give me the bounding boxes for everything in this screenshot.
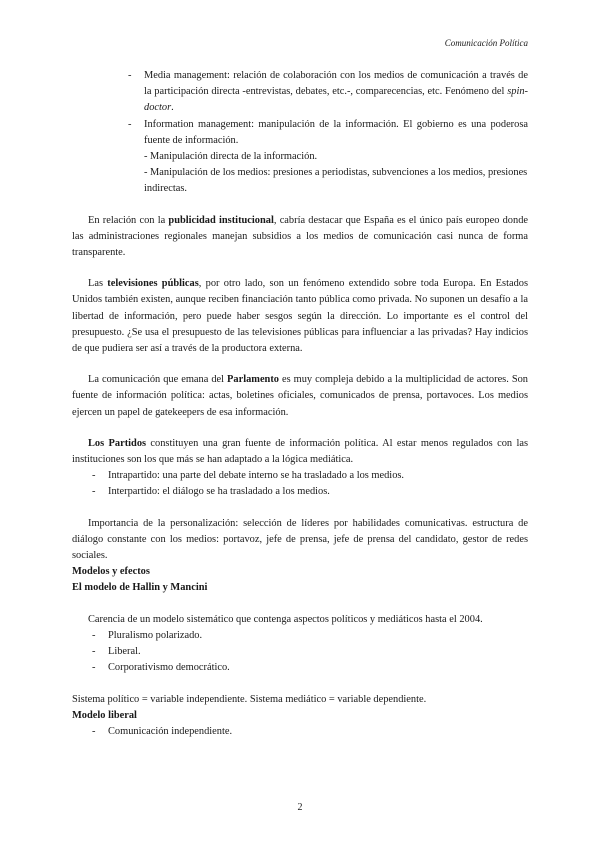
bold-term: Parlamento xyxy=(227,374,279,386)
paragraph-partidos: Los Partidos constituyen una gran fuente de información política. Al estar menos regulados con las instituciones son los que más se han adaptado a la lógica mediática. xyxy=(72,437,528,466)
list-item: - Pluralismo polarizado. xyxy=(92,629,203,641)
bold-term: televisiones públicas xyxy=(107,278,199,290)
paragraph-publicidad: En relación con la publicidad institucional, cabría destacar que España es el único país europeo donde las administraciones regionales manejan subsidios a los medios de comunicación casi nunca de forma transparente. xyxy=(72,214,529,259)
paragraph-sistema: Sistema político = variable independiente. Sistema mediático = variable dependiente. xyxy=(72,693,427,705)
running-header: Comunicación Política xyxy=(444,38,528,48)
bold-term: publicidad institucional xyxy=(168,214,274,226)
list-item: - Comunicación independiente. xyxy=(92,725,233,737)
sub-list-item: - Manipulación directa de la información. xyxy=(144,151,318,163)
list-item: - Liberal. xyxy=(92,646,141,658)
list-item: - Corporativismo democrático. xyxy=(92,662,230,674)
page-body xyxy=(72,68,528,740)
heading-modelos: Modelos y efectos xyxy=(72,566,150,578)
list-item-text: Media management: relación de colaboración con los medios de comunicación a través de la participación directa -entrevistas, debates, etc.-, comparecencias, etc. Fenómeno del xyxy=(144,70,528,98)
page-number: 2 xyxy=(297,802,303,813)
paragraph-personalizacion: Importancia de la personalización: selección de líderes por habilidades comunicativas. estructura de diálogo constante con los medios: portavoz, jefe de prensa, jefe de prensa del candidato, gestor de redes sociales. xyxy=(72,517,528,562)
list-item-text: Information management: manipulación de la información. El gobierno es una poderosa fuente de información. xyxy=(144,118,528,146)
heading-hallin-mancini: El modelo de Hallin y Mancini xyxy=(72,582,208,594)
paragraph-parlamento: La comunicación que emana del Parlamento es muy compleja debido a la multiplicidad de actores. Son fuente de información política: actas, boletines oficiales, comunicados de prensa, portavoces. Los medios ejercen un papel de gatekeepers de esa información. xyxy=(72,374,528,418)
paragraph-television: Las televisiones públicas, por otro lado, son un fenómeno extendido sobre toda Europa. En Estados Unidos también existen, aunque reciben financiación tanto pública como privada. No suponen un desafío a la libertad de información, pero puede haber sesgos según la dirección. Lo importante es el control del presupuesto. ¿Se usa el presupuesto de las televisiones públicas para influenciar a las privadas? Hay indicios de que pudiera ser así a través de la productora externa. xyxy=(72,278,529,355)
list-item: - Intrapartido: una parte del debate interno se ha trasladado a los medios. xyxy=(92,470,405,482)
paragraph-carencia: Carencia de un modelo sistemático que contenga aspectos políticos y mediáticos hasta el 2004. xyxy=(88,613,483,625)
bold-term: Los Partidos xyxy=(88,437,147,449)
list-item: - Interpartido: el diálogo se ha trasladado a los medios. xyxy=(92,486,330,498)
list-item: - Media management: relación de colaboración con los medios de comunicación a través de la participación directa -entrevistas, debates, etc.-, comparecencias, etc. Fenómeno del spin-doctor. xyxy=(128,70,528,114)
sub-list-item: - Manipulación de los medios: presiones a periodistas, subvenciones a los medios, presiones indirectas. xyxy=(144,167,528,195)
list-item: - Information management: manipulación de la información. El gobierno es una poderosa fuente de información. xyxy=(128,118,528,146)
heading-modelo-liberal: Modelo liberal xyxy=(72,709,137,721)
emphasis: spin-doctor xyxy=(144,86,528,114)
